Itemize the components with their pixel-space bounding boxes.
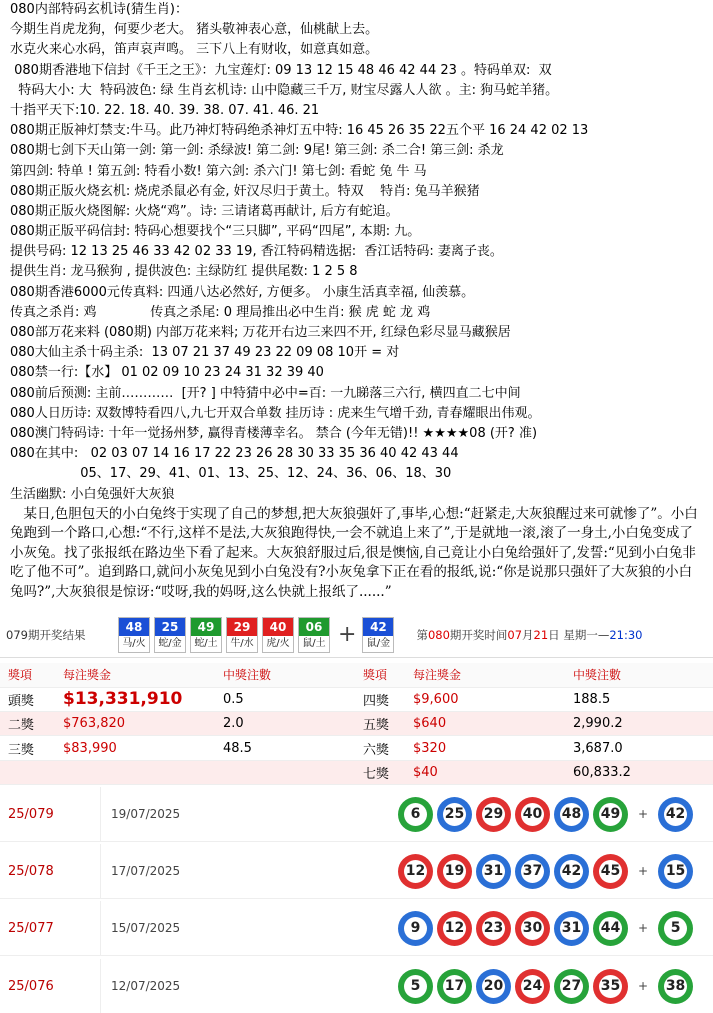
history-ball-number: 40 — [521, 803, 544, 826]
history-ball-number: 31 — [560, 917, 583, 940]
prize-header: 獎項 — [355, 663, 405, 687]
history-date: 17/07/2025 — [100, 844, 380, 898]
ball-zodiac: 鼠/土 — [302, 637, 326, 649]
ball-number: 40 — [263, 618, 293, 636]
prize-cell — [405, 712, 565, 736]
history-ball — [437, 911, 472, 946]
prize-cell — [565, 760, 713, 784]
result-ball — [262, 617, 294, 653]
result-ball — [190, 617, 222, 653]
text-line: 080期正版火烧图解: 火烧“鸡”。诗: 三请诸葛再献计, 后方有蛇追。 — [10, 203, 399, 219]
prize-cell — [55, 687, 215, 711]
text-line: 080大仙主杀十码主杀: 13 07 21 37 49 23 22 09 08 10开 = 对 — [10, 345, 400, 361]
prize-cell — [355, 687, 405, 711]
prize-header: 獎項 — [0, 663, 55, 687]
prize-cell — [215, 687, 355, 711]
text-line: 水克火来心水码，笛声哀声鸣。 三下八上有财收，如意真如意。 — [10, 42, 379, 58]
prize-value: $640 — [413, 716, 447, 732]
prize-value: 0.5 — [223, 691, 244, 707]
story-paragraph: 某日,色胆包天的小白兔终于实现了自己的梦想,把大灰狼强奸了,事毕,心想:“赶紧走,大灰狼醒过来可就惨了”。小白兔跑到一个路口,心想:“不行,这样不是法,大灰狼跑得快,一会不就追上来了”,于是就地一滚,滚了一身土,小白兔变成了小灰兔。找了张报纸在路边坐下看了起来。大灰狼舒服过后,很是懊恼,自己竟让小白兔给强奸了,发誓:“见到小白兔非吃了他不可”。追到路口,就问小灰兔见到小白兔没有?小灰兔拿下正在看的报纸,说:“你是说那只强奸了大灰狼的小白兔吗?”,大灰狼很是惊讶:“哎呀,我的妈呀,这么快就上报纸了......” — [10, 505, 698, 601]
history-ball — [515, 969, 550, 1004]
prize-cell — [215, 760, 355, 784]
history-ball — [476, 797, 511, 832]
text-line: 生活幽默: 小白兔强奸大灰狼 — [10, 486, 175, 502]
history-ball — [398, 854, 433, 889]
prize-cell — [0, 736, 55, 760]
result-title: 079期开奖结果 — [6, 627, 86, 642]
ball-zodiac: 蛇/土 — [194, 637, 218, 649]
history-issue: 25/078 — [8, 863, 54, 879]
history-date: 19/07/2025 — [100, 787, 380, 841]
history-ball-number: 12 — [443, 917, 466, 940]
prize-value: 48.5 — [223, 740, 252, 756]
prize-cell — [55, 736, 215, 760]
history-ball-number: 31 — [482, 860, 505, 883]
history-ball — [593, 797, 628, 832]
text-line: 080人日历诗: 双数博特看四八,九七开双合单数 挂历诗 : 虎来生气增千劲, 青春耀眼出伟观。 — [10, 405, 541, 421]
prize-value: 3,687.0 — [573, 740, 623, 756]
text-line: 080澳门特码诗: 十年一觉扬州梦, 赢得青楼薄幸名。 禁合 (今年无错)!! ★★★★08 (开? 准) — [10, 425, 538, 441]
history-ball — [554, 854, 589, 889]
history-ball-number: 37 — [521, 860, 544, 883]
prize-value: 2,990.2 — [573, 716, 623, 732]
history-ball-number: 30 — [521, 917, 544, 940]
plus-sign: + — [638, 807, 649, 821]
history-balls — [398, 911, 697, 946]
text-line: 080前后预测: 主前………… [开? ] 中特猜中必中=百: 一九睇落三六行, 横四直二七中间 — [10, 385, 521, 401]
prize-value: 七獎 — [363, 766, 390, 782]
history-ball-number: 45 — [599, 860, 622, 883]
prize-row — [0, 736, 713, 760]
prize-cell — [0, 760, 55, 784]
prize-value: 188.5 — [573, 691, 611, 707]
history-ball — [476, 969, 511, 1004]
history-ball — [398, 911, 433, 946]
history-ball-number: 24 — [521, 975, 544, 998]
history-ball — [398, 969, 433, 1004]
history-special-ball — [658, 854, 693, 889]
prize-value: $763,820 — [63, 716, 126, 732]
history-ball-number: 17 — [443, 975, 466, 998]
history-balls — [398, 854, 697, 889]
draw-history — [0, 787, 713, 1013]
history-special-ball — [658, 969, 693, 1004]
history-row — [0, 959, 713, 1013]
text-line: 今期生肖虎龙狗，何要少老大。 猪头敬神表心意，仙桃献上去。 — [10, 22, 379, 38]
text-line: 传真之杀肖: 鸡 传真之杀尾: 0 理局推出必中生肖: 猴 虎 蛇 龙 鸡 — [10, 304, 431, 320]
text-line: 第四剑: 特单 ! 第五剑: 特看小数! 第六剑: 杀六门! 第七剑: 看蛇 兔 牛 马 — [10, 163, 427, 179]
prize-cell — [215, 736, 355, 760]
history-ball-number: 42 — [560, 860, 583, 883]
result-bar — [0, 612, 713, 658]
prize-row — [0, 687, 713, 711]
history-ball-number: 23 — [482, 917, 505, 940]
history-ball — [593, 969, 628, 1004]
prize-value: $9,600 — [413, 691, 459, 707]
prize-cell — [405, 736, 565, 760]
prize-header: 中獎注數 — [565, 663, 713, 687]
plus-sign: + — [338, 622, 357, 647]
plus-sign: + — [638, 979, 649, 993]
text-line: 080期七剑下天山第一剑: 第一剑: 杀绿波! 第二剑: 9尾! 第三剑: 杀二合! 第三剑: 杀龙 — [10, 143, 504, 159]
prize-cell — [55, 760, 215, 784]
prize-value: 二獎 — [8, 718, 35, 734]
history-ball — [515, 797, 550, 832]
history-ball — [398, 797, 433, 832]
prize-cell — [0, 712, 55, 736]
text-line: 080期香港6000元传真料: 四通八达必然好, 方便多。 小康生活真幸福, 仙羡慕。 — [10, 284, 475, 300]
prize-header: 中獎注數 — [215, 663, 355, 687]
prize-cell — [565, 736, 713, 760]
prize-row — [0, 760, 713, 784]
history-ball-number: 25 — [443, 803, 466, 826]
ball-zodiac: 牛/水 — [230, 637, 254, 649]
history-ball — [476, 854, 511, 889]
text-line: 080期正版火烧玄机: 烧虎杀鼠必有金, 奸汉尽归于黄土。特双 特肖: 兔马羊猴猪 — [10, 183, 480, 199]
special-ball — [362, 617, 394, 653]
prize-table — [0, 663, 713, 785]
history-ball-number: 5 — [404, 975, 427, 998]
prize-cell — [355, 712, 405, 736]
prize-cell — [405, 760, 565, 784]
result-ball — [226, 617, 258, 653]
history-ball — [515, 911, 550, 946]
prize-value: 頭獎 — [8, 693, 35, 709]
prize-value: 2.0 — [223, 716, 244, 732]
prize-value: $320 — [413, 740, 447, 756]
text-line: 080内部特码玄机诗(猜生肖)： — [10, 2, 188, 17]
history-ball-number: 48 — [560, 803, 583, 826]
history-date: 12/07/2025 — [100, 959, 380, 1013]
history-row — [0, 901, 713, 956]
history-ball — [593, 911, 628, 946]
prize-cell — [565, 712, 713, 736]
text-line: 提供号码: 12 13 25 46 33 42 02 33 19, 香江特码精选据: 香江话特码: 妻离子丧。 — [10, 244, 503, 260]
ball-zodiac: 马/火 — [122, 637, 146, 649]
history-ball-number: 44 — [599, 917, 622, 940]
prize-value: $40 — [413, 764, 438, 780]
ball-number: 49 — [191, 618, 221, 636]
history-ball-number: 6 — [404, 803, 427, 826]
prize-value: 60,833.2 — [573, 764, 631, 780]
text-line: 080在其中: 02 03 07 14 16 17 22 23 26 28 30 33 35 36 40 42 43 44 — [10, 446, 459, 462]
history-date: 15/07/2025 — [100, 901, 380, 955]
history-row — [0, 787, 713, 842]
text-line: 提供生肖: 龙马猴狗 , 提供波色: 主绿防红 提供尾数: 1 2 5 8 — [10, 264, 358, 280]
text-line: 080部万花来料 (080期) 内部万花来料; 万花开右边三来四不开, 红绿色彩尽显马藏猴居 — [10, 325, 511, 340]
prize-cell — [215, 712, 355, 736]
history-special-ball — [658, 911, 693, 946]
history-ball-number: 19 — [443, 860, 466, 883]
history-ball-number: 12 — [404, 860, 427, 883]
history-ball-number: 20 — [482, 975, 505, 998]
prize-cell — [405, 687, 565, 711]
history-issue: 25/077 — [8, 920, 54, 936]
prize-value: 三獎 — [8, 742, 35, 758]
history-balls — [398, 797, 697, 832]
history-issue: 25/079 — [8, 806, 54, 822]
ball-number: 06 — [299, 618, 329, 636]
result-balls — [118, 617, 398, 653]
result-ball — [154, 617, 186, 653]
history-ball — [476, 911, 511, 946]
history-ball — [593, 854, 628, 889]
prize-header: 每注獎金 — [405, 663, 565, 687]
prize-cell — [55, 712, 215, 736]
prize-value: 四獎 — [363, 693, 390, 709]
history-ball-number: 38 — [664, 975, 687, 998]
prize-cell — [355, 736, 405, 760]
history-ball-number: 49 — [599, 803, 622, 826]
history-ball-number: 35 — [599, 975, 622, 998]
text-line: 080期正版神灯禁支:牛马。此乃神灯特码绝杀神灯五中特: 16 45 26 35 22五个平 16 24 42 02 13 — [10, 123, 589, 139]
history-ball — [437, 969, 472, 1004]
text-line: 十指平天下:10. 22. 18. 40. 39. 38. 07. 41. 46. 21 — [10, 102, 320, 118]
history-ball — [554, 797, 589, 832]
history-ball-number: 9 — [404, 917, 427, 940]
prize-header: 每注獎金 — [55, 663, 215, 687]
text-line: 特码大小: 大 特码波色: 绿 生肖玄机诗: 山中隐藏三千万, 财宝尽露人人欲 。主: 狗马蛇羊猪。 — [10, 82, 559, 98]
prize-row — [0, 712, 713, 736]
history-ball — [554, 969, 589, 1004]
plus-sign: + — [638, 864, 649, 878]
ball-zodiac: 鼠/金 — [366, 637, 391, 649]
ball-zodiac: 虎/火 — [266, 637, 290, 649]
ball-number: 48 — [119, 618, 149, 636]
ball-number: 25 — [155, 618, 185, 636]
text-line: 05、17、29、41、01、13、25、12、24、36、06、18、30 — [10, 466, 452, 482]
history-ball — [437, 797, 472, 832]
prize-value: 五獎 — [363, 718, 390, 734]
plus-sign: + — [638, 921, 649, 935]
ball-number: 42 — [363, 618, 393, 636]
history-special-ball — [658, 797, 693, 832]
history-ball-number: 27 — [560, 975, 583, 998]
text-line: 080期正版平码信封: 特码心想要找个“三只脚”, 平码“四尾”, 本期: 九。 — [10, 224, 421, 240]
prize-value: $83,990 — [63, 740, 117, 756]
history-ball-number: 42 — [664, 803, 687, 826]
prize-cell — [0, 687, 55, 711]
history-balls — [398, 969, 697, 1004]
history-row — [0, 844, 713, 899]
result-ball — [118, 617, 150, 653]
prize-cell — [565, 687, 713, 711]
history-ball-number: 15 — [664, 860, 687, 883]
text-line: 080期香港地下信封《千王之王》：九宝莲灯: 09 13 12 15 48 46 42 44 23 。特码单双: 双 — [10, 62, 552, 78]
ball-number: 29 — [227, 618, 257, 636]
next-draw-info: 第080期开奖时间07月21日 星期一—21:30 — [416, 627, 643, 642]
ball-zodiac: 蛇/金 — [158, 637, 182, 649]
prize-value: 六獎 — [363, 742, 390, 758]
history-issue: 25/076 — [8, 978, 54, 994]
prize-value: $13,331,910 — [63, 689, 183, 710]
history-ball-number: 29 — [482, 803, 505, 826]
history-ball — [554, 911, 589, 946]
history-ball — [515, 854, 550, 889]
history-ball — [437, 854, 472, 889]
text-line: 080禁一行:【水】 01 02 09 10 23 24 31 32 39 40 — [10, 365, 324, 381]
prize-cell — [355, 760, 405, 784]
history-ball-number: 5 — [664, 917, 687, 940]
result-ball — [298, 617, 330, 653]
